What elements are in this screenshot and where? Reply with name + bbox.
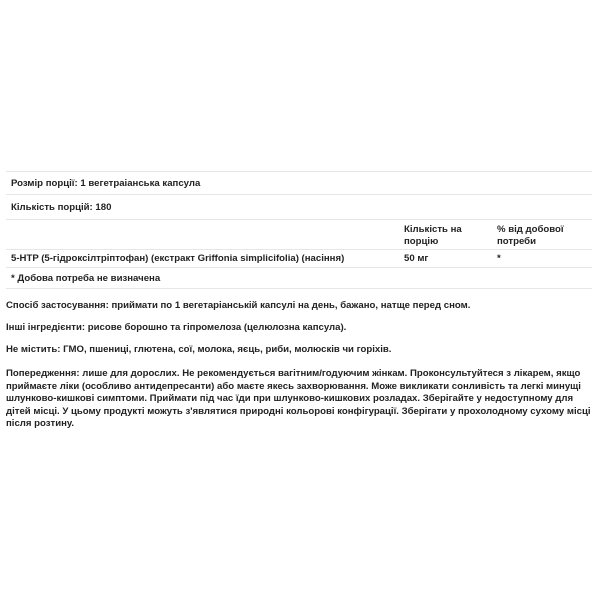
header-amount-per-serving: Кількість на порцію	[404, 224, 462, 247]
other-ingredients: Інші інгредієнти: рисове борошно та гіпромелоза (целюлозна капсула).	[6, 322, 347, 333]
warning-text: Попередження: лише для дорослих. Не рекомендується вагітним/годуючим жінкам. Проконсультуйтеся з лікарем, якщо приймаєте ліки (особливо антидепресанти) або маєте якесь захворювання. Може викликати сонливість та легкі минущі шлунково-кишкові симптоми. Приймати під час їди при шлунково-кишкових розладах. Зберігайте у недоступному для дітей місці. У цьому продукті можуть з'являтися природні кольорові конфігурації. Зберігати у прохолодному сухому місці після розтину.	[6, 368, 591, 429]
serving-size-text: Розмір порції: 1 вегетраіанська капсула	[11, 177, 201, 189]
footnote-row	[6, 267, 592, 289]
does-not-contain: Не містить: ГМО, пшениці, глютена, сої, молока, яєць, риби, молюсків чи горіхів.	[6, 344, 392, 355]
serving-size-row	[6, 171, 592, 194]
servings-per-container-text: Кількість порцій: 180	[11, 201, 112, 213]
header-daily-value: % від добової потреби	[497, 224, 564, 247]
daily-value-footnote: * Добова потреба не визначена	[11, 272, 161, 284]
nutrient-amount: 50 мг	[404, 252, 429, 264]
product-notes	[6, 300, 596, 441]
usage-instructions: Спосіб застосування: приймати по 1 вегетаріанській капсулі на день, бажано, натще перед сном.	[6, 300, 471, 311]
supplement-facts-table	[6, 171, 592, 289]
nutrient-name: 5-HTP (5-гідроксілтріптофан) (екстракт Griffonia simplicifolia) (насіння)	[11, 253, 345, 264]
table-row	[6, 249, 592, 267]
table-header-row	[6, 219, 592, 249]
servings-per-container-row	[6, 194, 592, 219]
nutrient-daily-value: *	[497, 252, 501, 264]
